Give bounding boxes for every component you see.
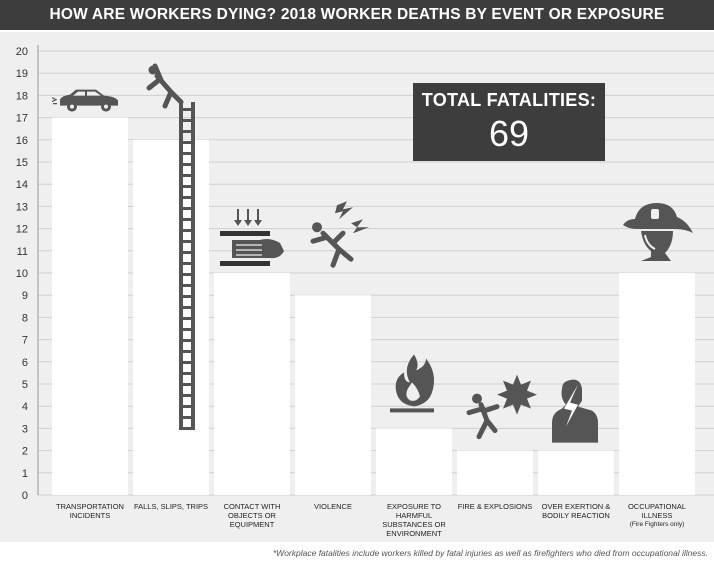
y-tick-label: 6 [21, 356, 28, 369]
y-tick-label: 1 [21, 467, 28, 480]
y-tick-label: 13 [15, 201, 28, 214]
bar-chart [0, 32, 714, 542]
y-tick-label: 18 [15, 90, 28, 103]
total-fatalities-label: TOTAL FATALITIES: [421, 90, 597, 110]
y-tick-label: 8 [21, 312, 28, 325]
y-tick-label: 11 [16, 245, 28, 258]
x-category-label: FALLS, SLIPS, TRIPS [133, 502, 209, 511]
bar-1 [52, 118, 128, 495]
y-tick-label: 4 [21, 401, 28, 414]
y-tick-label: 16 [15, 134, 28, 147]
x-category-label: VIOLENCE [314, 502, 352, 511]
y-tick-label: 15 [15, 157, 28, 169]
y-tick-label: 10 [15, 268, 28, 280]
bar-8 [619, 273, 695, 495]
x-category-label: OCCUPATIONAL ILLNESS (Fire Fighters only) [627, 502, 687, 528]
y-tick-label: 2 [21, 445, 28, 458]
bar-5 [376, 428, 452, 495]
x-category-label: FIRE & EXPLOSIONS [457, 502, 533, 511]
bar-6 [457, 451, 533, 495]
bar-3 [214, 273, 290, 495]
y-tick-label: 19 [15, 68, 28, 81]
x-category-label: EXPOSURE TO HARMFUL SUBSTANCES OR ENVIRONMENT [382, 502, 446, 538]
chart-area [0, 32, 714, 542]
x-category-label: TRANSPORTATION INCIDENTS [56, 502, 124, 520]
y-tick-label: 20 [15, 46, 28, 58]
y-tick-label: 5 [21, 379, 28, 391]
footnote: *Workplace fatalities include workers killed by fatal injuries as well as firefighters who died from occupational illness. [272, 548, 708, 558]
bar-7 [538, 451, 614, 495]
y-tick-label: 0 [21, 490, 28, 502]
y-tick-label: 9 [21, 290, 28, 303]
chart-title: HOW ARE WORKERS DYING? 2018 WORKER DEATHS BY EVENT OR EXPOSURE [0, 0, 714, 30]
bar-2 [133, 140, 209, 495]
total-fatalities-value: 69 [488, 113, 530, 154]
y-tick-label: 14 [15, 179, 28, 192]
y-tick-label: 12 [15, 223, 28, 236]
y-tick-label: 17 [15, 112, 28, 125]
bar-4 [295, 295, 371, 495]
x-category-label: OVER EXERTION & BODILY REACTION [541, 502, 611, 520]
y-tick-label: 3 [21, 423, 28, 436]
total-fatalities-box [413, 83, 605, 161]
y-tick-label: 7 [21, 334, 28, 347]
x-category-label: CONTACT WITH OBJECTS OR EQUIPMENT [223, 502, 281, 529]
